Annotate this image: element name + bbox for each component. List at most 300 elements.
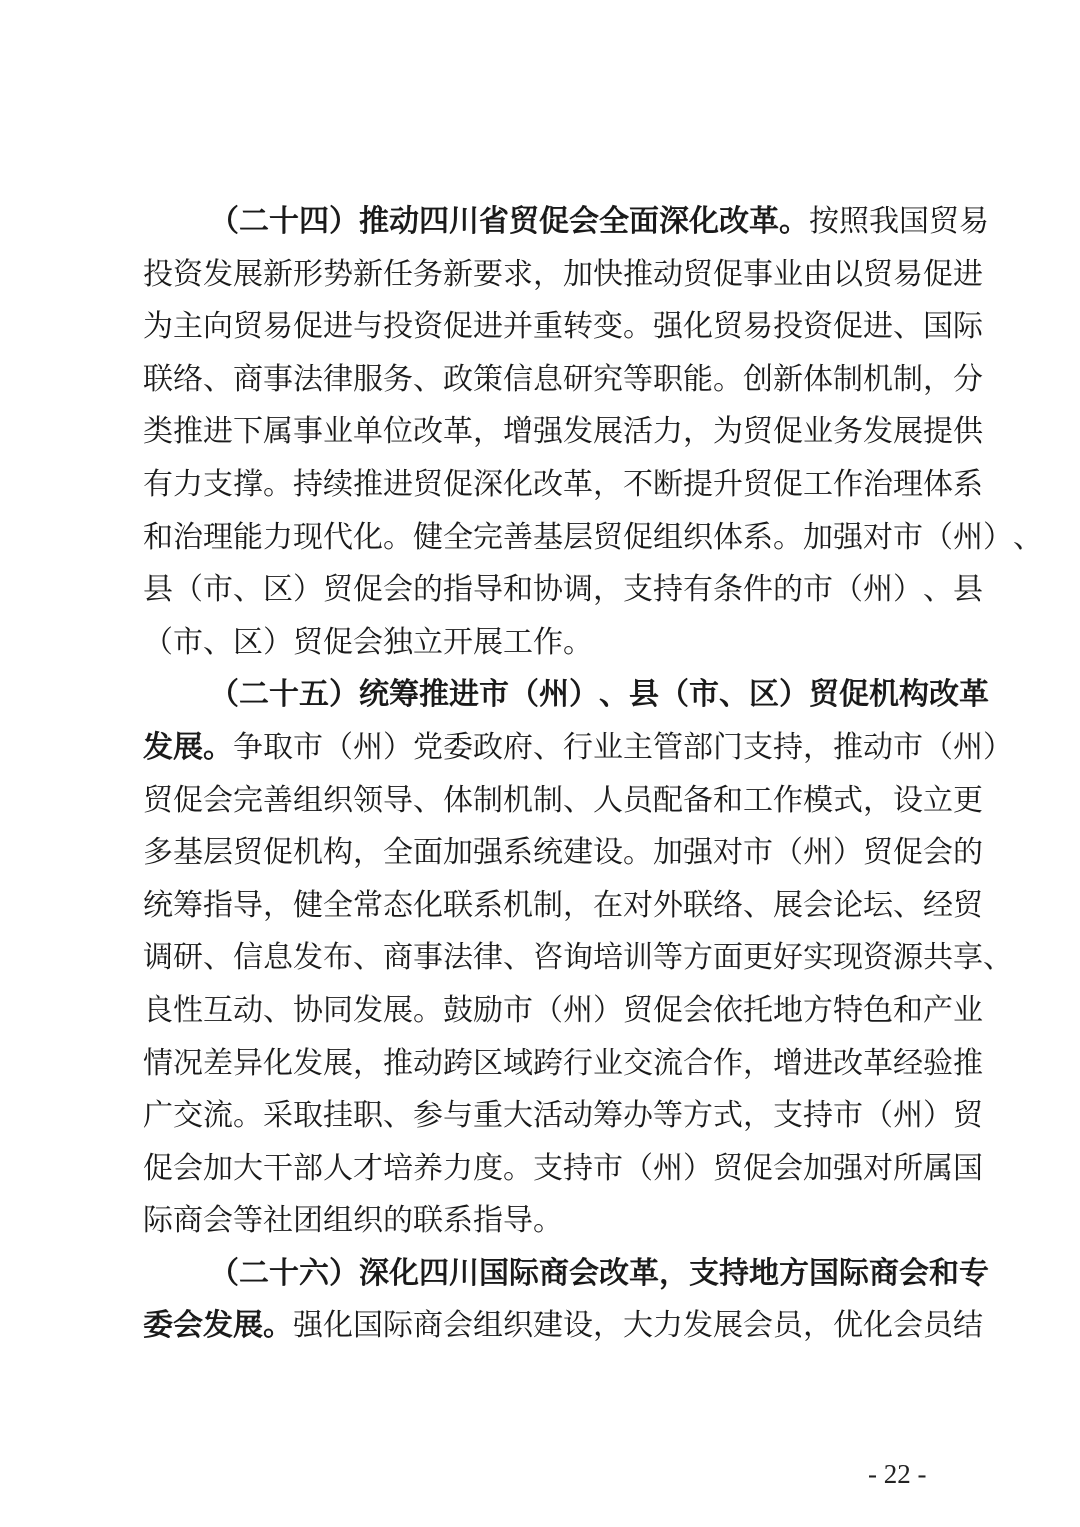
body-char: 作 [533,624,563,660]
body-char: 区 [473,1045,503,1081]
body-char: ， [533,256,563,292]
body-char: 州 [803,835,833,871]
body-char: 提 [683,466,713,502]
body-char: 备 [683,782,713,818]
body-char: 询 [563,940,593,976]
bold-heading-char: 十 [269,204,299,239]
bold-heading-char: 市 [479,677,509,713]
body-char: 市 [503,992,533,1028]
body-char: 进 [473,309,503,345]
body-char: 业 [593,729,623,765]
text-line [143,1248,989,1301]
body-char: 单 [353,414,383,450]
body-char: 建 [533,1308,563,1344]
text-line [143,459,983,512]
body-char: 多 [143,835,173,871]
body-char: 门 [713,729,743,765]
body-char: 制 [473,782,503,818]
body-char: 市 [743,835,773,871]
body-char: 良 [143,992,173,1028]
body-char: 指 [473,1203,503,1239]
body-char: 促 [263,835,293,871]
body-char: 鼓 [443,992,473,1028]
body-char: 对 [863,1150,893,1186]
body-char: 促 [623,519,653,555]
body-char: 改 [533,466,563,502]
body-char: 展 [473,624,503,660]
body-char: 会 [173,1150,203,1186]
body-char: 国 [953,1150,983,1186]
body-char: （ [533,992,563,1028]
body-char: 能 [233,519,263,555]
body-char: 强 [683,835,713,871]
body-char: 进 [803,1045,833,1081]
body-char: 展 [593,414,623,450]
body-char: 更 [953,782,983,818]
body-char: 要 [473,256,503,292]
body-char: 作 [833,466,863,502]
body-char: 能 [683,361,713,397]
body-char: 发 [683,1308,713,1344]
body-char: 强 [533,414,563,450]
body-char: 差 [203,1045,233,1081]
body-char: 市 [893,519,923,555]
body-char: 究 [593,361,623,397]
body-char: 属 [923,1150,953,1186]
body-char: 基 [173,835,203,871]
body-char: 发 [563,414,593,450]
body-char: 事 [263,361,293,397]
body-char: 形 [293,256,323,292]
body-char: 管 [653,729,683,765]
body-char: 和 [503,572,533,608]
body-char: 联 [683,887,713,923]
body-char: 励 [473,992,503,1028]
text-line [143,1038,983,1091]
bold-heading-char: 化 [689,204,719,239]
bold-heading-char: 方 [779,1255,809,1291]
text-line [143,1195,943,1248]
body-char: 人 [593,782,623,818]
body-char: 促 [893,835,923,871]
text-line [143,406,983,459]
body-char: ） [383,729,413,765]
body-char: 经 [893,1045,923,1081]
body-char: 、 [263,992,293,1028]
body-char: 强 [833,1150,863,1186]
body-char: 广 [143,1098,173,1134]
body-char: 有 [143,466,173,502]
body-char: 重 [473,1098,503,1134]
body-char: 制 [533,782,563,818]
body-char: 会 [803,887,833,923]
body-char: ， [263,887,293,923]
body-char: 的 [773,572,803,608]
body-char: 会 [773,1150,803,1186]
body-char: 贸 [743,414,773,450]
bold-heading-char: 地 [749,1255,779,1291]
bold-heading-char: 五 [299,677,329,713]
body-char: 式 [713,1098,743,1134]
body-char: 、 [413,782,443,818]
body-char: 展 [383,992,413,1028]
body-char: 系 [473,887,503,923]
bold-heading-char: 促 [539,204,569,239]
body-char: 息 [263,940,293,976]
body-char: 发 [353,992,383,1028]
body-char: 织 [353,1203,383,1239]
body-char: 立 [923,782,953,818]
body-char: 、 [923,572,953,608]
body-char: 跨 [533,1045,563,1081]
body-char: 机 [503,782,533,818]
body-char: ， [473,414,503,450]
bold-heading-char: 市 [689,677,719,713]
body-char: 贸 [929,204,959,239]
body-char: 加 [653,835,683,871]
body-char: 所 [893,1150,923,1186]
body-char: 政 [473,729,503,765]
body-char: 法 [293,361,323,397]
bold-heading-char: 川 [449,204,479,239]
body-char: 有 [683,572,713,608]
body-char: 养 [413,1150,443,1186]
body-char: 现 [833,940,863,976]
body-char: 主 [173,309,203,345]
body-char: 持 [563,1150,593,1186]
body-char: 贸 [863,256,893,292]
bold-heading-char: 。 [779,204,809,239]
body-char: 市 [833,1098,863,1134]
body-char: 力 [173,466,203,502]
body-char: 交 [623,1045,653,1081]
body-char: 互 [203,992,233,1028]
body-char: 新 [353,256,383,292]
body-char: 研 [173,940,203,976]
body-char: 为 [713,414,743,450]
body-char: 易 [959,204,989,239]
body-char: 贸 [233,835,263,871]
body-char: 统 [533,835,563,871]
body-char: 会 [383,572,413,608]
text-line [143,249,983,302]
body-char: 基 [533,519,563,555]
body-char: 对 [863,519,893,555]
body-char: （ [173,572,203,608]
body-char: 重 [533,309,563,345]
bold-heading-char: ） [329,677,359,713]
body-char: 属 [263,414,293,450]
body-char: 以 [833,256,863,292]
bold-heading-char: ） [779,677,809,713]
body-char: 展 [713,1308,743,1344]
body-char: 职 [353,1098,383,1134]
body-char: 产 [923,992,953,1028]
bold-heading-char: 统 [359,677,389,713]
paragraph [143,669,1013,1248]
body-char: 贸 [713,309,743,345]
body-char: 展 [233,256,263,292]
body-char: 调 [563,572,593,608]
text-line [143,1143,983,1196]
body-char: 善 [503,519,533,555]
body-char: 展 [773,887,803,923]
body-char: 际 [383,1308,413,1344]
body-char: 动 [563,1098,593,1134]
body-char: 的 [413,572,443,608]
body-char: 支 [203,466,233,502]
body-char: 促 [833,309,863,345]
body-char: 资 [413,309,443,345]
bold-heading-char: （ [659,677,689,713]
body-char: 指 [443,572,473,608]
body-char: 参 [413,1098,443,1134]
body-char: 州 [893,1098,923,1134]
body-char: 员 [923,1308,953,1344]
body-char: 力 [653,1308,683,1344]
bold-heading-char: 展 [173,729,203,765]
body-char: ） [983,729,1013,765]
body-char: 干 [263,1150,293,1186]
body-char: 性 [173,992,203,1028]
body-char: 建 [563,835,593,871]
body-char: 务 [383,361,413,397]
body-char: 。 [623,835,653,871]
body-char: 区 [233,624,263,660]
body-char: 指 [203,887,233,923]
body-char: 和 [713,782,743,818]
body-char: 断 [653,466,683,502]
body-char: 加 [563,256,593,292]
body-char: ， [353,835,383,871]
bold-heading-char: 十 [269,677,299,713]
body-char: 事 [413,940,443,976]
body-char: 色 [863,992,893,1028]
bold-heading-char: 委 [143,1308,173,1344]
body-char: 贸 [143,782,173,818]
body-char: 展 [893,414,923,450]
body-char: 织 [503,1308,533,1344]
body-char: 力 [443,1150,473,1186]
bold-heading-char: 省 [479,204,509,239]
body-char: 增 [773,1045,803,1081]
bold-heading-char: 面 [629,204,659,239]
body-char: 同 [323,992,353,1028]
body-char: 进 [203,414,233,450]
body-char: 、 [983,940,1013,976]
body-char: 贸 [683,256,713,292]
body-char: 外 [653,887,683,923]
body-char: 活 [623,414,653,450]
body-char: 资 [863,940,893,976]
bold-heading-char: 二 [239,677,269,713]
bold-heading-char: 化 [389,1255,419,1291]
body-char: 全 [323,887,353,923]
body-char: 与 [353,309,383,345]
bold-heading-char: 展 [233,1308,263,1344]
body-char: 我 [869,204,899,239]
body-char: 化 [323,1308,353,1344]
body-char: 会 [923,835,953,871]
body-char: 强 [653,309,683,345]
body-char: 进 [863,309,893,345]
body-char: 撑 [233,466,263,502]
body-char: 贸 [953,1098,983,1134]
bold-heading-char: 机 [869,677,899,713]
body-char: 行 [563,729,593,765]
body-char: 易 [743,309,773,345]
text-line [143,196,989,249]
body-char: ） [893,572,923,608]
bold-heading-char: 二 [239,204,269,239]
body-char: 培 [593,940,623,976]
body-char: 等 [653,1098,683,1134]
text-line [143,512,1043,565]
body-char: 县 [143,572,173,608]
body-char: 系 [743,519,773,555]
body-char: 为 [143,309,173,345]
body-char: 投 [773,309,803,345]
body-char: 发 [863,414,893,450]
body-char: 大 [503,1098,533,1134]
body-char: 促 [653,992,683,1028]
body-char: 咨 [533,940,563,976]
body-char: 促 [443,466,473,502]
body-char: 善 [263,782,293,818]
body-char: 训 [623,940,653,976]
body-char: 和 [143,519,173,555]
body-char: 、 [893,887,923,923]
body-char: 、 [383,1098,413,1134]
body-char: 交 [173,1098,203,1134]
bold-heading-char: 十 [269,1255,299,1291]
body-char: ） [833,835,863,871]
bold-heading-char: （ [209,1255,239,1291]
body-char: 际 [953,309,983,345]
bold-heading-char: 推 [359,204,389,239]
body-char: 商 [173,1203,203,1239]
body-char: 化 [263,1045,293,1081]
body-char: 强 [833,519,863,555]
body-char: ， [593,466,623,502]
body-char: 推 [383,1045,413,1081]
body-char: 的 [953,835,983,871]
body-char: 取 [293,1098,323,1134]
text-line [143,669,989,722]
bold-heading-char: 深 [359,1255,389,1291]
bold-heading-char: ） [329,1255,359,1291]
body-char: 。 [263,466,293,502]
bold-heading-char: 会 [569,1255,599,1291]
body-char: 易 [263,309,293,345]
bold-heading-char: 发 [203,1308,233,1344]
body-char: （ [923,729,953,765]
body-char: 件 [743,572,773,608]
body-char: 势 [323,256,353,292]
body-char: 贸 [623,992,653,1028]
body-char: 工 [503,624,533,660]
body-char: 动 [233,992,263,1028]
text-line [143,932,1013,985]
body-char: 。 [503,1150,533,1186]
body-char: 活 [533,1098,563,1134]
body-char: 际 [143,1203,173,1239]
body-char: 设 [563,1308,593,1344]
body-char: 任 [383,256,413,292]
body-char: （ [623,1150,653,1186]
bold-heading-char: （ [509,677,539,713]
body-char: 党 [413,729,443,765]
body-char: 层 [203,835,233,871]
body-char: 法 [443,940,473,976]
body-char: 市 [203,572,233,608]
bold-heading-char: 支 [689,1255,719,1291]
body-char: 导 [233,887,263,923]
body-char: 加 [203,1150,233,1186]
body-char: 治 [863,466,893,502]
body-char: 领 [353,782,383,818]
body-char: 、 [1013,519,1043,555]
body-char: 度 [473,1150,503,1186]
body-char: 深 [473,466,503,502]
bold-heading-char: 构 [899,677,929,713]
body-char: 。 [623,309,653,345]
body-char: 促 [743,1150,773,1186]
body-char: 理 [203,519,233,555]
body-char: 验 [923,1045,953,1081]
body-char: 委 [443,729,473,765]
body-char: 布 [323,940,353,976]
body-char: 论 [833,887,863,923]
body-char: 市 [173,624,203,660]
body-char: 职 [653,361,683,397]
body-char: 变 [593,309,623,345]
body-char: 协 [293,992,323,1028]
body-char: 、 [413,361,443,397]
body-char: 完 [233,782,263,818]
body-char: 体 [443,782,473,818]
body-char: 向 [203,309,233,345]
bold-heading-char: 全 [599,204,629,239]
body-char: 并 [503,309,533,345]
body-char: 式 [833,782,863,818]
body-char: 跨 [443,1045,473,1081]
body-char: 设 [893,782,923,818]
bold-heading-char: 贸 [509,204,539,239]
body-char: 异 [233,1045,263,1081]
body-char: 体 [713,519,743,555]
bold-heading-char: 四 [419,204,449,239]
body-char: 会 [353,624,383,660]
body-char: 系 [443,1203,473,1239]
body-char: ， [803,729,833,765]
body-char: 按 [809,204,839,239]
body-char: 务 [413,256,443,292]
body-char: 系 [503,835,533,871]
body-char: ） [263,624,293,660]
body-char: 促 [773,414,803,450]
body-char: 体 [803,361,833,397]
document-body [143,196,1043,1353]
body-char: 贸 [713,1150,743,1186]
bold-heading-char: 区 [749,677,779,713]
bold-heading-char: 国 [479,1255,509,1291]
body-char: 市 [293,729,323,765]
body-char: 县 [953,572,983,608]
body-char: 取 [263,729,293,765]
body-char: 会 [203,782,233,818]
body-char: 商 [413,1308,443,1344]
